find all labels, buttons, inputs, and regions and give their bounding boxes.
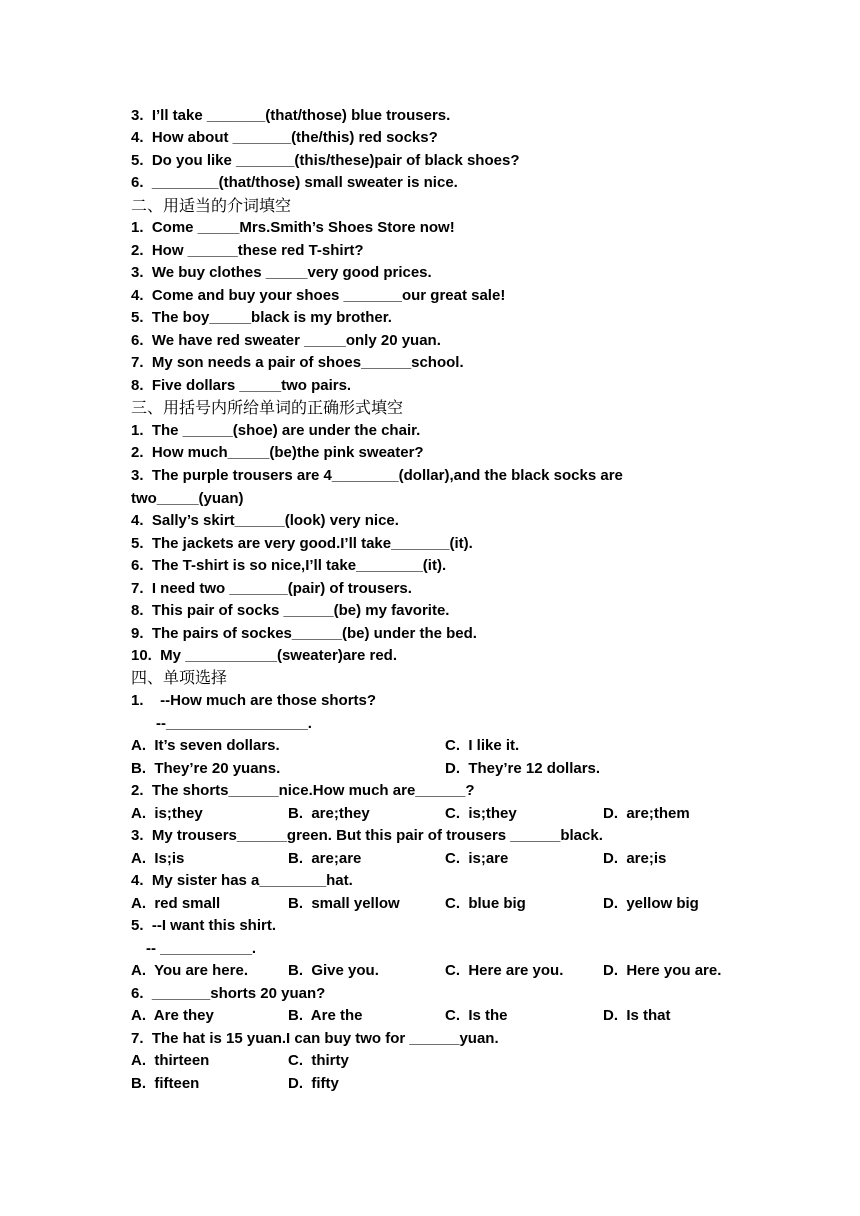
q2-option-c: C. is;they — [445, 805, 517, 822]
q2-option-d: D. are;them — [603, 805, 690, 822]
s2-item-5: 5. The boy_____black is my brother. — [131, 309, 392, 326]
q5-answer-line: -- ___________. — [146, 940, 257, 957]
q3-option-a: A. Is;is — [131, 850, 185, 867]
s3-item-6: 6. The T-shirt is so nice,I’ll take________(it). — [131, 557, 447, 574]
s2-item-3: 3. We buy clothes _____very good prices. — [131, 264, 432, 281]
q4-option-b: B. small yellow — [288, 895, 400, 912]
q2-option-b: B. are;they — [288, 805, 370, 822]
q6-option-b: B. Are the — [288, 1007, 363, 1024]
q6-option-d: D. Is that — [603, 1007, 671, 1024]
s3-item-3-cont: two_____(yuan) — [131, 490, 244, 507]
s1-item-6: 6. ________(that/those) small sweater is nice. — [131, 174, 458, 191]
q4-stem: 4. My sister has a________hat. — [131, 872, 353, 889]
q2-option-a: A. is;they — [131, 805, 203, 822]
s3-item-1: 1. The ______(shoe) are under the chair. — [131, 422, 421, 439]
q5-option-a: A. You are here. — [131, 962, 248, 979]
q7-option-b: B. fifteen — [131, 1075, 200, 1092]
section-2-heading: 二、用适当的介词填空 — [131, 196, 292, 215]
s2-item-1: 1. Come _____Mrs.Smith’s Shoes Store now! — [131, 219, 455, 236]
q1-option-d: D. They’re 12 dollars. — [445, 760, 601, 777]
s3-item-2: 2. How much_____(be)the pink sweater? — [131, 444, 424, 461]
s3-item-10: 10. My ___________(sweater)are red. — [131, 647, 398, 664]
s2-item-4: 4. Come and buy your shoes _______our great sale! — [131, 287, 506, 304]
s1-item-3: 3. I’ll take _______(that/those) blue trousers. — [131, 107, 451, 124]
q7-stem: 7. The hat is 15 yuan.I can buy two for ______yuan. — [131, 1030, 499, 1047]
s3-item-8: 8. This pair of socks ______(be) my favorite. — [131, 602, 450, 619]
q4-option-c: C. blue big — [445, 895, 526, 912]
q7-option-c: C. thirty — [288, 1052, 349, 1069]
q1-option-a: A. It’s seven dollars. — [131, 737, 280, 754]
q6-stem: 6. _______shorts 20 yuan? — [131, 985, 326, 1002]
s3-item-3: 3. The purple trousers are 4________(dollar),and the black socks are — [131, 467, 623, 484]
s1-item-4: 4. How about _______(the/this) red socks? — [131, 129, 438, 146]
s3-item-5: 5. The jackets are very good.I’ll take_______(it). — [131, 535, 473, 552]
q7-option-a: A. thirteen — [131, 1052, 210, 1069]
q3-option-b: B. are;are — [288, 850, 362, 867]
q3-option-c: C. is;are — [445, 850, 509, 867]
q5-option-d: D. Here you are. — [603, 962, 722, 979]
q1-option-b: B. They’re 20 yuans. — [131, 760, 281, 777]
q5-stem: 5. --I want this shirt. — [131, 917, 277, 934]
q6-option-c: C. Is the — [445, 1007, 508, 1024]
s2-item-6: 6. We have red sweater _____only 20 yuan. — [131, 332, 441, 349]
s2-item-8: 8. Five dollars _____two pairs. — [131, 377, 352, 394]
s2-item-2: 2. How ______these red T-shirt? — [131, 242, 364, 259]
q7-option-d: D. fifty — [288, 1075, 339, 1092]
q3-stem: 3. My trousers______green. But this pair of trousers ______black. — [131, 827, 603, 844]
q5-option-c: C. Here are you. — [445, 962, 564, 979]
section-3-heading: 三、用括号内所给单词的正确形式填空 — [131, 398, 404, 417]
s3-item-7: 7. I need two _______(pair) of trousers. — [131, 580, 412, 597]
q4-option-d: D. yellow big — [603, 895, 699, 912]
section-4-heading: 四、单项选择 — [131, 668, 228, 687]
s3-item-9: 9. The pairs of sockes______(be) under the bed. — [131, 625, 477, 642]
s1-item-5: 5. Do you like _______(this/these)pair of black shoes? — [131, 152, 520, 169]
q4-option-a: A. red small — [131, 895, 221, 912]
q5-option-b: B. Give you. — [288, 962, 379, 979]
q2-stem: 2. The shorts______nice.How much are______? — [131, 782, 475, 799]
s2-item-7: 7. My son needs a pair of shoes______school. — [131, 354, 464, 371]
q1-stem: 1. --How much are those shorts? — [131, 692, 377, 709]
q1-option-c: C. I like it. — [445, 737, 520, 754]
s3-item-4: 4. Sally’s skirt______(look) very nice. — [131, 512, 399, 529]
q1-answer-line: --_________________. — [156, 715, 312, 732]
q6-option-a: A. Are they — [131, 1007, 214, 1024]
q3-option-d: D. are;is — [603, 850, 667, 867]
